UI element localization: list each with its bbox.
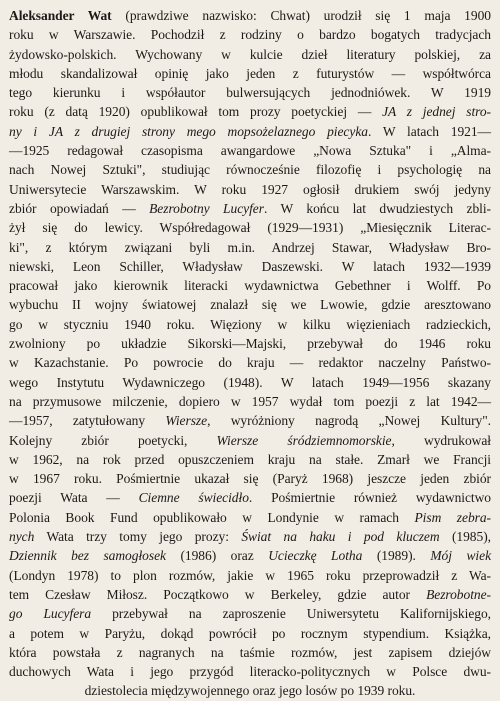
text-run: żydowsko-polskich. Wychowany w kulcie dzieł literatury polskiej, za: [9, 46, 491, 62]
text-line: [9, 624, 491, 643]
text-run: ki", z którym związani byli m.in. Andrzej Stawar, Władysław Bro-: [9, 239, 491, 255]
text-line: [9, 353, 491, 372]
text-line: [9, 643, 491, 662]
biography-text: [9, 6, 491, 701]
text-run: (1989).: [362, 548, 431, 564]
work-title: Pism zebra-: [414, 509, 491, 525]
text-line: [9, 392, 491, 411]
text-run: —1925 redagował czasopisma awangardowe „Nowa Sztuka" i „Alma-: [9, 143, 491, 159]
text-run: (1986) oraz: [165, 548, 269, 564]
text-run: pracował jako kierownik literacki wydawnictwa Gebethner i Wolff. Po: [9, 278, 491, 294]
text-run: —1957, zatytułowany: [9, 413, 166, 429]
text-line: [9, 315, 491, 334]
text-run: młodu skandalizował opinię jako jeden z futurystów — współtwórca: [9, 65, 491, 81]
text-line: [9, 64, 491, 83]
text-run: Uniwersytecie Warszawskim. W roku 1927 ogłosił drukiem swój jedyny: [9, 181, 491, 197]
text-run: wego Instytutu Wydawniczego (1948). W latach 1949—1956 skazany: [9, 374, 491, 390]
text-line: [9, 102, 491, 121]
text-line: [9, 199, 491, 218]
text-run: , wydrukował: [391, 432, 491, 448]
text-line: [9, 238, 491, 257]
text-line: [9, 450, 491, 469]
text-line: [9, 508, 491, 527]
text-run: (Londyn 1978) to plon rozmów, jakie w 1965 roku przeprowadził z Wa-: [9, 567, 491, 583]
text-line: [9, 180, 491, 199]
text-line: [9, 295, 491, 314]
text-line: [9, 6, 491, 25]
text-line: [9, 141, 491, 160]
text-run: zwolniony po układzie Sikorski—Majski, przebywał do 1946 roku: [9, 336, 491, 352]
text-line: [9, 604, 491, 623]
text-run: . Pośmiertnie również wydawnictwo: [248, 490, 492, 506]
text-line: [9, 585, 491, 604]
work-title: Wiersze śródziemnomorskie: [216, 432, 392, 448]
text-run: Wata trzy tomy jego prozy:: [34, 529, 242, 545]
text-run: . W końcu lat dwudziestych zbli-: [263, 200, 491, 216]
text-run: wybuchu II wojny światowej znalazł się we Lwowie, gdzie aresztowano: [9, 297, 491, 313]
work-title: Mój wiek: [430, 548, 492, 564]
text-run: niewski, Leon Schiller, Władysław Daszewski. W latach 1932—1939: [9, 258, 491, 274]
text-run: go w styczniu 1940 roku. Więziony w kilku więzieniach radzieckich,: [9, 316, 491, 332]
work-title: Bezrobotny Lucyfer: [149, 200, 264, 216]
author-name: Aleksander Wat: [9, 8, 112, 23]
text-line: [9, 681, 491, 700]
text-run: w 1967 roku. Pośmiertnie ukazał się (Paryż 1968) jeszcze jeden zbiór: [9, 471, 491, 487]
text-line: [9, 276, 491, 295]
text-run: Kolejny zbiór poetycki,: [9, 432, 217, 448]
text-run: roku (z datą 1920) opublikował tom prozy poetyckiej —: [9, 104, 383, 120]
text-run: roku w Warszawie. Pochodził z rodziny o bardzo bogatych tradycjach: [9, 27, 491, 43]
work-title: Wiersze: [165, 413, 208, 429]
text-run: przebywał na zaproszenie Uniwersytetu Kalifornijskiego,: [91, 606, 491, 622]
text-run: duchowych Wata i jego przygód literacko-politycznych w Polsce dwu-: [9, 664, 491, 680]
text-run: (prawdziwe nazwisko: Chwat) urodził się 1 maja 1900: [111, 8, 491, 23]
text-line: [9, 218, 491, 237]
work-title: Świat na haku i pod kluczem: [241, 529, 440, 545]
text-line: [9, 431, 491, 450]
text-line: [9, 257, 491, 276]
work-title: Ucieczkę Lotha: [268, 548, 363, 564]
text-run: Polonia Book Fund opublikowało w Londynie w ramach: [9, 509, 415, 525]
work-title: Dziennik bez samogłosek: [9, 548, 166, 564]
text-line: [9, 546, 491, 565]
text-run: zbiór opowiadań —: [9, 200, 150, 216]
work-title: JA z jednej stro-: [382, 104, 491, 120]
text-line: [9, 566, 491, 585]
work-title: Ciemne świecidło: [138, 490, 249, 506]
text-run: tem Czesław Miłosz. Początkowo w Berkeley, gdzie autor: [9, 586, 427, 602]
text-run: dziestolecia międzywojennego oraz jego losów po 1939 roku.: [84, 683, 416, 699]
text-run: (1985),: [439, 529, 491, 545]
text-line: [9, 527, 491, 546]
work-title: ny i JA z drugiej strony mego mopsożelaznego piecyka: [9, 123, 368, 139]
text-run: która powstała z nagranych na taśmie rozmów, jest zapisem dziejów: [9, 644, 491, 660]
text-run: nach Nowej Sztuki", studiując równocześnie filozofię i psychologię na: [9, 162, 491, 178]
text-line: [9, 25, 491, 44]
text-run: . W latach 1921—: [367, 123, 492, 139]
text-run: w 1962, na rok przed opuszczeniem kraju na stałe. Zmarł we Francji: [9, 451, 491, 467]
text-line: [9, 83, 491, 102]
work-title: Bezrobotne-: [426, 586, 491, 602]
text-run: a potem w Paryżu, dokąd powrócił po rocznym stypendium. Książka,: [9, 625, 491, 641]
text-line: [9, 45, 491, 64]
text-line: [9, 334, 491, 353]
text-line: [9, 411, 491, 430]
text-run: na przymusowe milczenie, dopiero w 1957 wydał tom poezji z lat 1942—: [9, 393, 491, 409]
text-line: [9, 160, 491, 179]
text-run: żył się do lewicy. Współredagował (1929—1931) „Miesięcznik Literac-: [9, 220, 491, 236]
text-line: [9, 488, 491, 507]
work-title: go Lucyfera: [9, 606, 92, 622]
text-run: poezji Wata —: [9, 490, 139, 506]
text-run: tego kierunku i współautor bulwersujących jednodniówek. W 1919: [9, 85, 491, 101]
text-line: [9, 469, 491, 488]
text-line: [9, 122, 491, 141]
text-run: w Kazachstanie. Po powrocie do kraju — redaktor naczelny Państwo-: [9, 355, 491, 371]
text-line: [9, 373, 491, 392]
work-title: nych: [9, 529, 35, 545]
text-run: , wyróżniony nagrodą „Nowej Kultury".: [207, 413, 492, 429]
text-line: [9, 662, 491, 681]
